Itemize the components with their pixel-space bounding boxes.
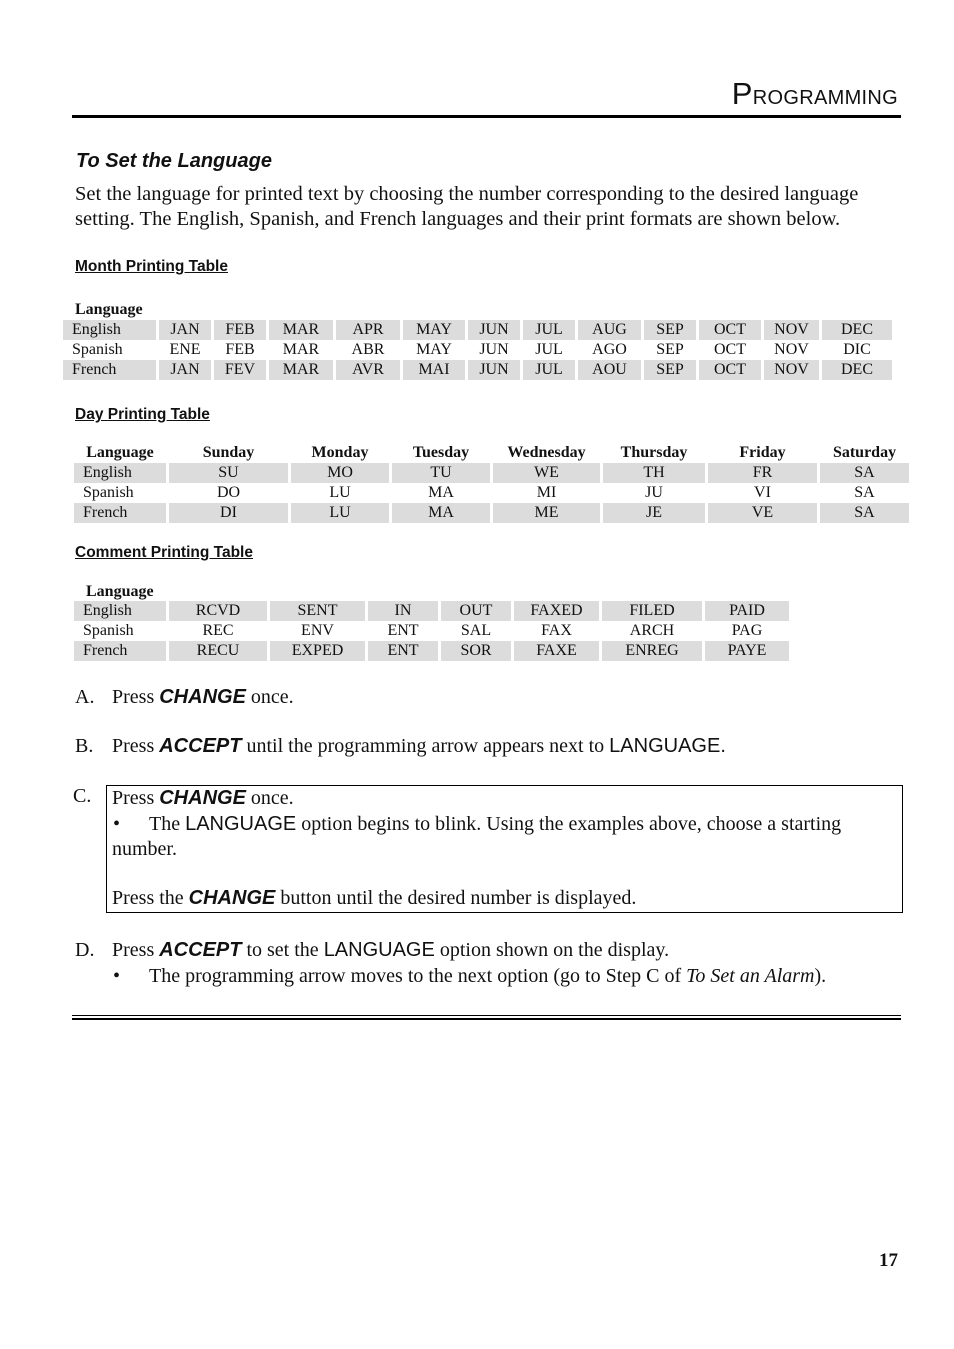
header-title-initial: P [731,76,753,111]
step-d-bullet-post: ). [814,965,827,987]
language-cell: English [63,320,156,340]
change-key-label: CHANGE [188,887,276,909]
table-cell: RCVD [169,601,267,621]
language-cell: Spanish [83,484,134,501]
table-cell: JAN [159,360,211,380]
table-cell: LU [291,503,389,523]
table-cell: ME [493,503,600,523]
change-key-label: CHANGE [159,787,246,809]
table-cell: DEC [822,320,892,340]
table-cell: JUN [468,320,520,340]
table-cell: ARCH [629,622,675,639]
month-printing-table [60,320,895,380]
language-cell: English [74,601,166,621]
language-option-label: LANGUAGE [609,735,721,757]
table-cell: JUL [523,360,575,380]
step-c-bullet-post1: option begins to blink. Using the examples above, choose a starting [296,813,842,835]
table-cell: DEC [822,360,892,380]
column-header: Language [86,444,154,461]
table-cell: MAR [269,360,333,380]
footer-rule-thin [72,1015,901,1016]
table-cell: JUN [479,341,509,358]
table-cell: AOU [578,360,641,380]
day-table-title: Day Printing Table [75,406,210,423]
table-cell: MO [291,463,389,483]
step-d-bullet-text [149,965,826,988]
step-c-line1-pre: Press [112,787,160,809]
table-cell: SA [854,484,875,501]
comment-table-language-label: Language [86,583,154,600]
table-cell: DIC [843,341,871,358]
column-header: Saturday [832,444,897,461]
language-cell: Spanish [83,622,134,639]
table-cell: TU [392,463,490,483]
table-cell: JU [645,484,663,501]
column-header: Wednesday [507,444,586,461]
accept-key-label: ACCEPT [159,735,242,757]
table-cell: FAXE [514,641,599,661]
step-d-marker: D. [75,939,95,961]
table-cell: ENE [169,341,201,358]
table-cell: MAR [269,320,333,340]
table-cell: ENREG [602,641,702,661]
step-b-mid: until the programming arrow appears next to [241,735,610,757]
step-d-mid: to set the [241,939,324,961]
table-cell: SAL [460,622,492,639]
step-b-marker: B. [75,735,94,757]
table-cell: FILED [602,601,702,621]
step-b-pre: Press [112,735,160,757]
column-header: Monday [311,444,369,461]
intro-paragraph: Set the language for printed text by choosing the number corresponding to the desired language setting. The English, Spanish, and French languages and their print formats are shown below. [75,183,859,230]
step-a [75,686,294,709]
change-key-label: CHANGE [159,686,246,708]
column-header: Thursday [620,444,688,461]
step-a-post: once. [245,686,294,708]
step-d [75,939,670,962]
step-c-line3 [112,887,636,910]
step-d-bullet-glyph: • [113,965,121,987]
day-printing-table [71,443,912,523]
table-cell: IN [368,601,438,621]
table-cell: JUL [535,341,563,358]
table-cell: WE [493,463,600,483]
table-cell: ENT [368,641,438,661]
table-cell: FR [708,463,817,483]
table-cell: NOV [764,320,819,340]
column-header: Sunday [202,444,255,461]
table-row [74,641,789,661]
table-cell: ABR [351,341,385,358]
table-row [63,340,892,360]
table-cell: MI [536,484,557,501]
language-cell: French [74,503,166,523]
table-cell: SEP [644,360,696,380]
table-row [74,483,909,503]
alarm-section-reference: To Set an Alarm [686,965,815,987]
language-cell: French [74,641,166,661]
table-cell: EXPED [270,641,365,661]
table-cell: DO [216,484,241,501]
table-cell: FEV [214,360,266,380]
table-cell: DI [169,503,288,523]
step-c-bullet-glyph: • [113,813,121,835]
table-cell: SEP [656,341,684,358]
table-cell: REC [202,622,234,639]
footer-rule-thick [72,1018,901,1020]
step-c-marker: C. [73,785,92,807]
accept-key-label: ACCEPT [159,939,242,961]
table-cell: AGO [592,341,627,358]
step-c-line3-pre: Press the [112,887,189,909]
step-c-bullet-pre: The [149,813,186,835]
page-header-title [732,76,898,112]
table-cell: FAX [541,622,572,639]
table-cell: VE [708,503,817,523]
table-row [63,360,892,380]
table-cell: RECU [169,641,267,661]
table-cell: SEP [644,320,696,340]
table-cell: SA [820,463,909,483]
page-number: 17 [879,1250,898,1271]
step-b-post: . [720,735,726,757]
table-cell: SOR [441,641,511,661]
table-cell: FAXED [514,601,599,621]
table-cell: JUL [523,320,575,340]
step-c-line1 [112,787,294,810]
comment-printing-table [71,601,792,661]
table-row [74,601,789,621]
step-c-bullet-text [149,813,841,836]
table-cell: SU [169,463,288,483]
table-cell: MAY [403,320,465,340]
step-c-line1-post: once. [245,787,294,809]
column-header: Tuesday [412,444,470,461]
table-cell: JE [603,503,705,523]
step-d-bullet-pre: The programming arrow moves to the next option (go to Step C of [149,965,687,987]
language-cell: French [63,360,156,380]
table-cell: ENT [387,622,419,639]
step-c-bullet-continuation: number. [112,838,177,860]
table-row [74,463,909,483]
table-cell: AUG [578,320,641,340]
step-c-line3-post: button until the desired number is displayed. [275,887,637,909]
table-row [74,503,909,523]
table-cell: MAR [282,341,320,358]
table-cell: APR [336,320,400,340]
table-cell: SENT [270,601,365,621]
step-a-pre: Press [112,686,160,708]
table-cell: NOV [774,341,809,358]
table-cell: VI [754,484,771,501]
step-d-post: option shown on the display. [434,939,670,961]
table-row [63,320,892,340]
table-cell: TH [603,463,705,483]
language-option-label: LANGUAGE [185,813,297,835]
section-title: To Set the Language [76,150,272,172]
step-b [75,735,726,758]
language-option-label: LANGUAGE [323,939,435,961]
comment-table-title: Comment Printing Table [75,544,253,561]
table-row [74,621,789,641]
month-table-title: Month Printing Table [75,258,228,275]
language-cell: Spanish [72,341,123,358]
table-cell: NOV [764,360,819,380]
table-cell: OCT [699,320,761,340]
table-cell: PAYE [705,641,789,661]
step-a-marker: A. [75,686,95,708]
table-cell: ENV [301,622,334,639]
table-cell: PAID [705,601,789,621]
step-d-pre: Press [112,939,160,961]
table-cell: MAI [403,360,465,380]
table-cell: JAN [159,320,211,340]
table-cell: MA [392,503,490,523]
table-cell: OCT [699,360,761,380]
table-cell: FEB [214,320,266,340]
header-rule [72,115,901,118]
table-cell: OCT [714,341,746,358]
table-cell: OUT [441,601,511,621]
language-cell: English [74,463,166,483]
table-cell: AVR [336,360,400,380]
month-table-language-label: Language [75,301,143,318]
table-cell: SA [820,503,909,523]
table-cell: LU [329,484,351,501]
table-cell: PAG [731,622,763,639]
table-cell: JUN [468,360,520,380]
column-header: Friday [739,444,786,461]
table-cell: MAY [416,341,452,358]
header-title-rest: ROGRAMMING [752,87,898,109]
table-cell: FEB [225,341,255,358]
table-cell: MA [428,484,454,501]
